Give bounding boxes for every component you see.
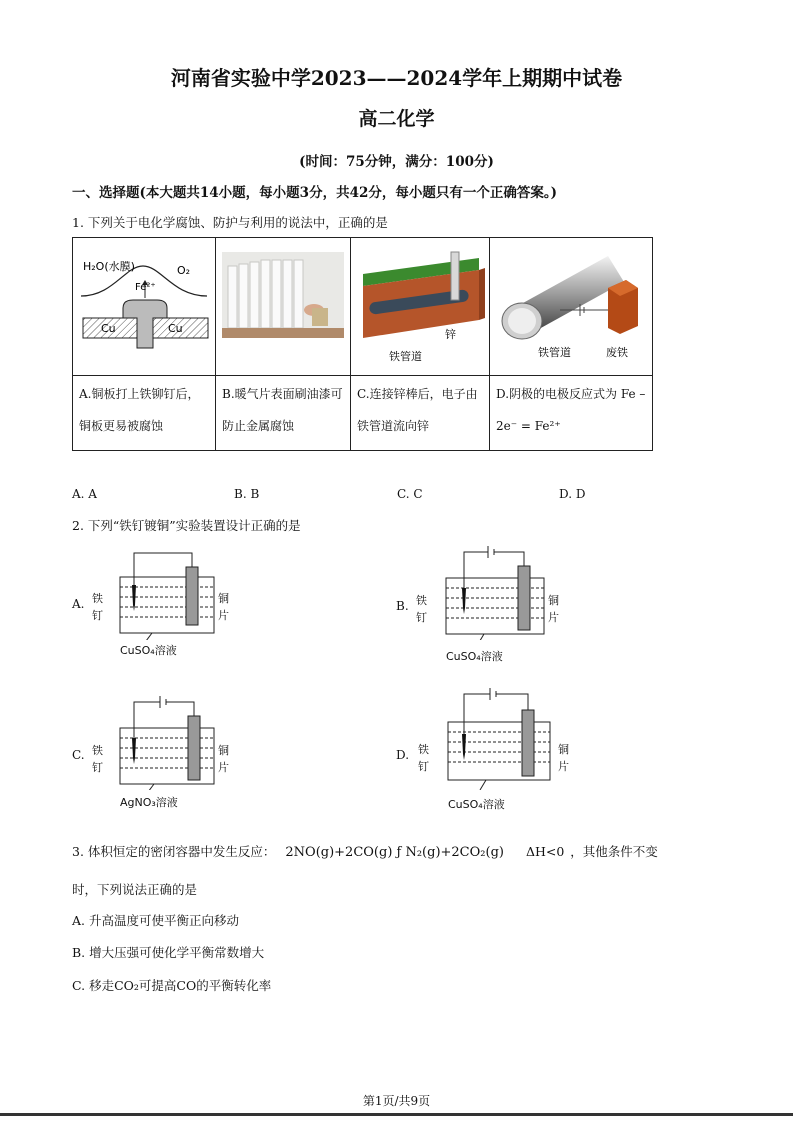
q1-choice-d[interactable]: D. D — [559, 487, 586, 501]
q1-fig-d — [490, 238, 653, 376]
cell-diagram-d — [442, 686, 556, 790]
q1-stem: 1. 下列关于电化学腐蚀、防护与利用的说法中，正确的是 — [72, 215, 388, 230]
q3-option-a[interactable]: A. 升高温度可使平衡正向移动 — [72, 913, 239, 928]
cell-diagram-c — [112, 690, 222, 790]
impressed-current-diagram — [490, 238, 652, 375]
cell-diagram-b — [438, 540, 550, 640]
cell-diagram-a — [112, 545, 222, 640]
exam-info: (时间：75分钟，满分：100分) — [299, 154, 494, 170]
q1-choice-b[interactable]: B. B — [234, 487, 260, 501]
q2-stem: 2. 下列“铁钉镀铜”实验装置设计正确的是 — [72, 518, 301, 533]
h2o-label: H₂O(水膜) — [83, 260, 135, 273]
q3-equation: 2NO(g)+2CO(g) ƒ N₂(g)+2CO₂(g) — [285, 845, 504, 860]
d-pipe-label: 铁管道 — [538, 346, 571, 359]
q1-cell-c: C.连接锌棒后，电子由铁管道流向锌 — [351, 376, 490, 451]
q3-delta-h: ΔH<0 — [525, 844, 565, 859]
q1-fig-b — [216, 238, 351, 376]
fe-ion-label: Fe²⁺ — [135, 282, 156, 293]
q2-option-c[interactable]: C. 铁 钉 铜 片 AgNO₃溶液 — [72, 690, 252, 815]
q3-stem-line2: 时，下列说法正确的是 — [72, 882, 198, 897]
exam-title: 河南省实验中学2023——2024学年上期期中试卷 — [170, 66, 623, 90]
q2-option-a[interactable]: A. 铁 钉 铜 片 CuSO₄溶液 — [72, 545, 252, 665]
q1-cell-a: A.铜板打上铁铆钉后，铜板更易被腐蚀 — [73, 376, 216, 451]
q3-stem-suffix: ，其他条件不变 — [570, 844, 658, 859]
q3-stem-prefix: 3. 体积恒定的密闭容器中发生反应： — [72, 844, 276, 859]
scrap-iron-label: 废铁 — [606, 346, 628, 359]
q1-cell-b: B.暖气片表面刷油漆可防止金属腐蚀 — [216, 376, 351, 451]
section-heading: 一、选择题(本大题共14小题，每小题3分，共42分，每小题只有一个正确答案。) — [72, 185, 557, 201]
q1-fig-a — [73, 238, 216, 376]
pipe-label: 铁管道 — [389, 350, 422, 363]
cu-right-label: Cu — [168, 322, 183, 335]
q1-fig-c — [351, 238, 490, 376]
q1-choice-a[interactable]: A. A — [72, 487, 97, 501]
q2-option-b[interactable]: B. 铁 钉 铜 片 CuSO₄溶液 — [396, 540, 576, 665]
rivet-corrosion-diagram — [73, 238, 215, 375]
cu-left-label: Cu — [101, 322, 116, 335]
q3-option-b[interactable]: B. 增大压强可使化学平衡常数增大 — [72, 945, 265, 960]
subject-title: 高二化学 — [358, 108, 435, 130]
zinc-label: 锌 — [445, 328, 456, 341]
q3-stem-line1 — [72, 842, 658, 860]
q1-cell-d: D.阴极的电极反应式为 Fe – 2e⁻ = Fe²⁺ — [490, 376, 653, 451]
q3-option-c[interactable]: C. 移走CO₂可提高CO的平衡转化率 — [72, 978, 272, 993]
radiator-photo — [216, 238, 350, 375]
o2-label: O₂ — [177, 264, 191, 277]
q1-table — [72, 237, 653, 451]
zinc-protection-diagram — [351, 238, 489, 375]
q2-option-d[interactable]: D. 铁 钉 铜 片 CuSO₄溶液 — [396, 686, 586, 816]
page-number: 第1页/共9页 — [362, 1094, 431, 1108]
q1-choice-c[interactable]: C. C — [397, 487, 423, 501]
footer-divider — [0, 1113, 793, 1116]
